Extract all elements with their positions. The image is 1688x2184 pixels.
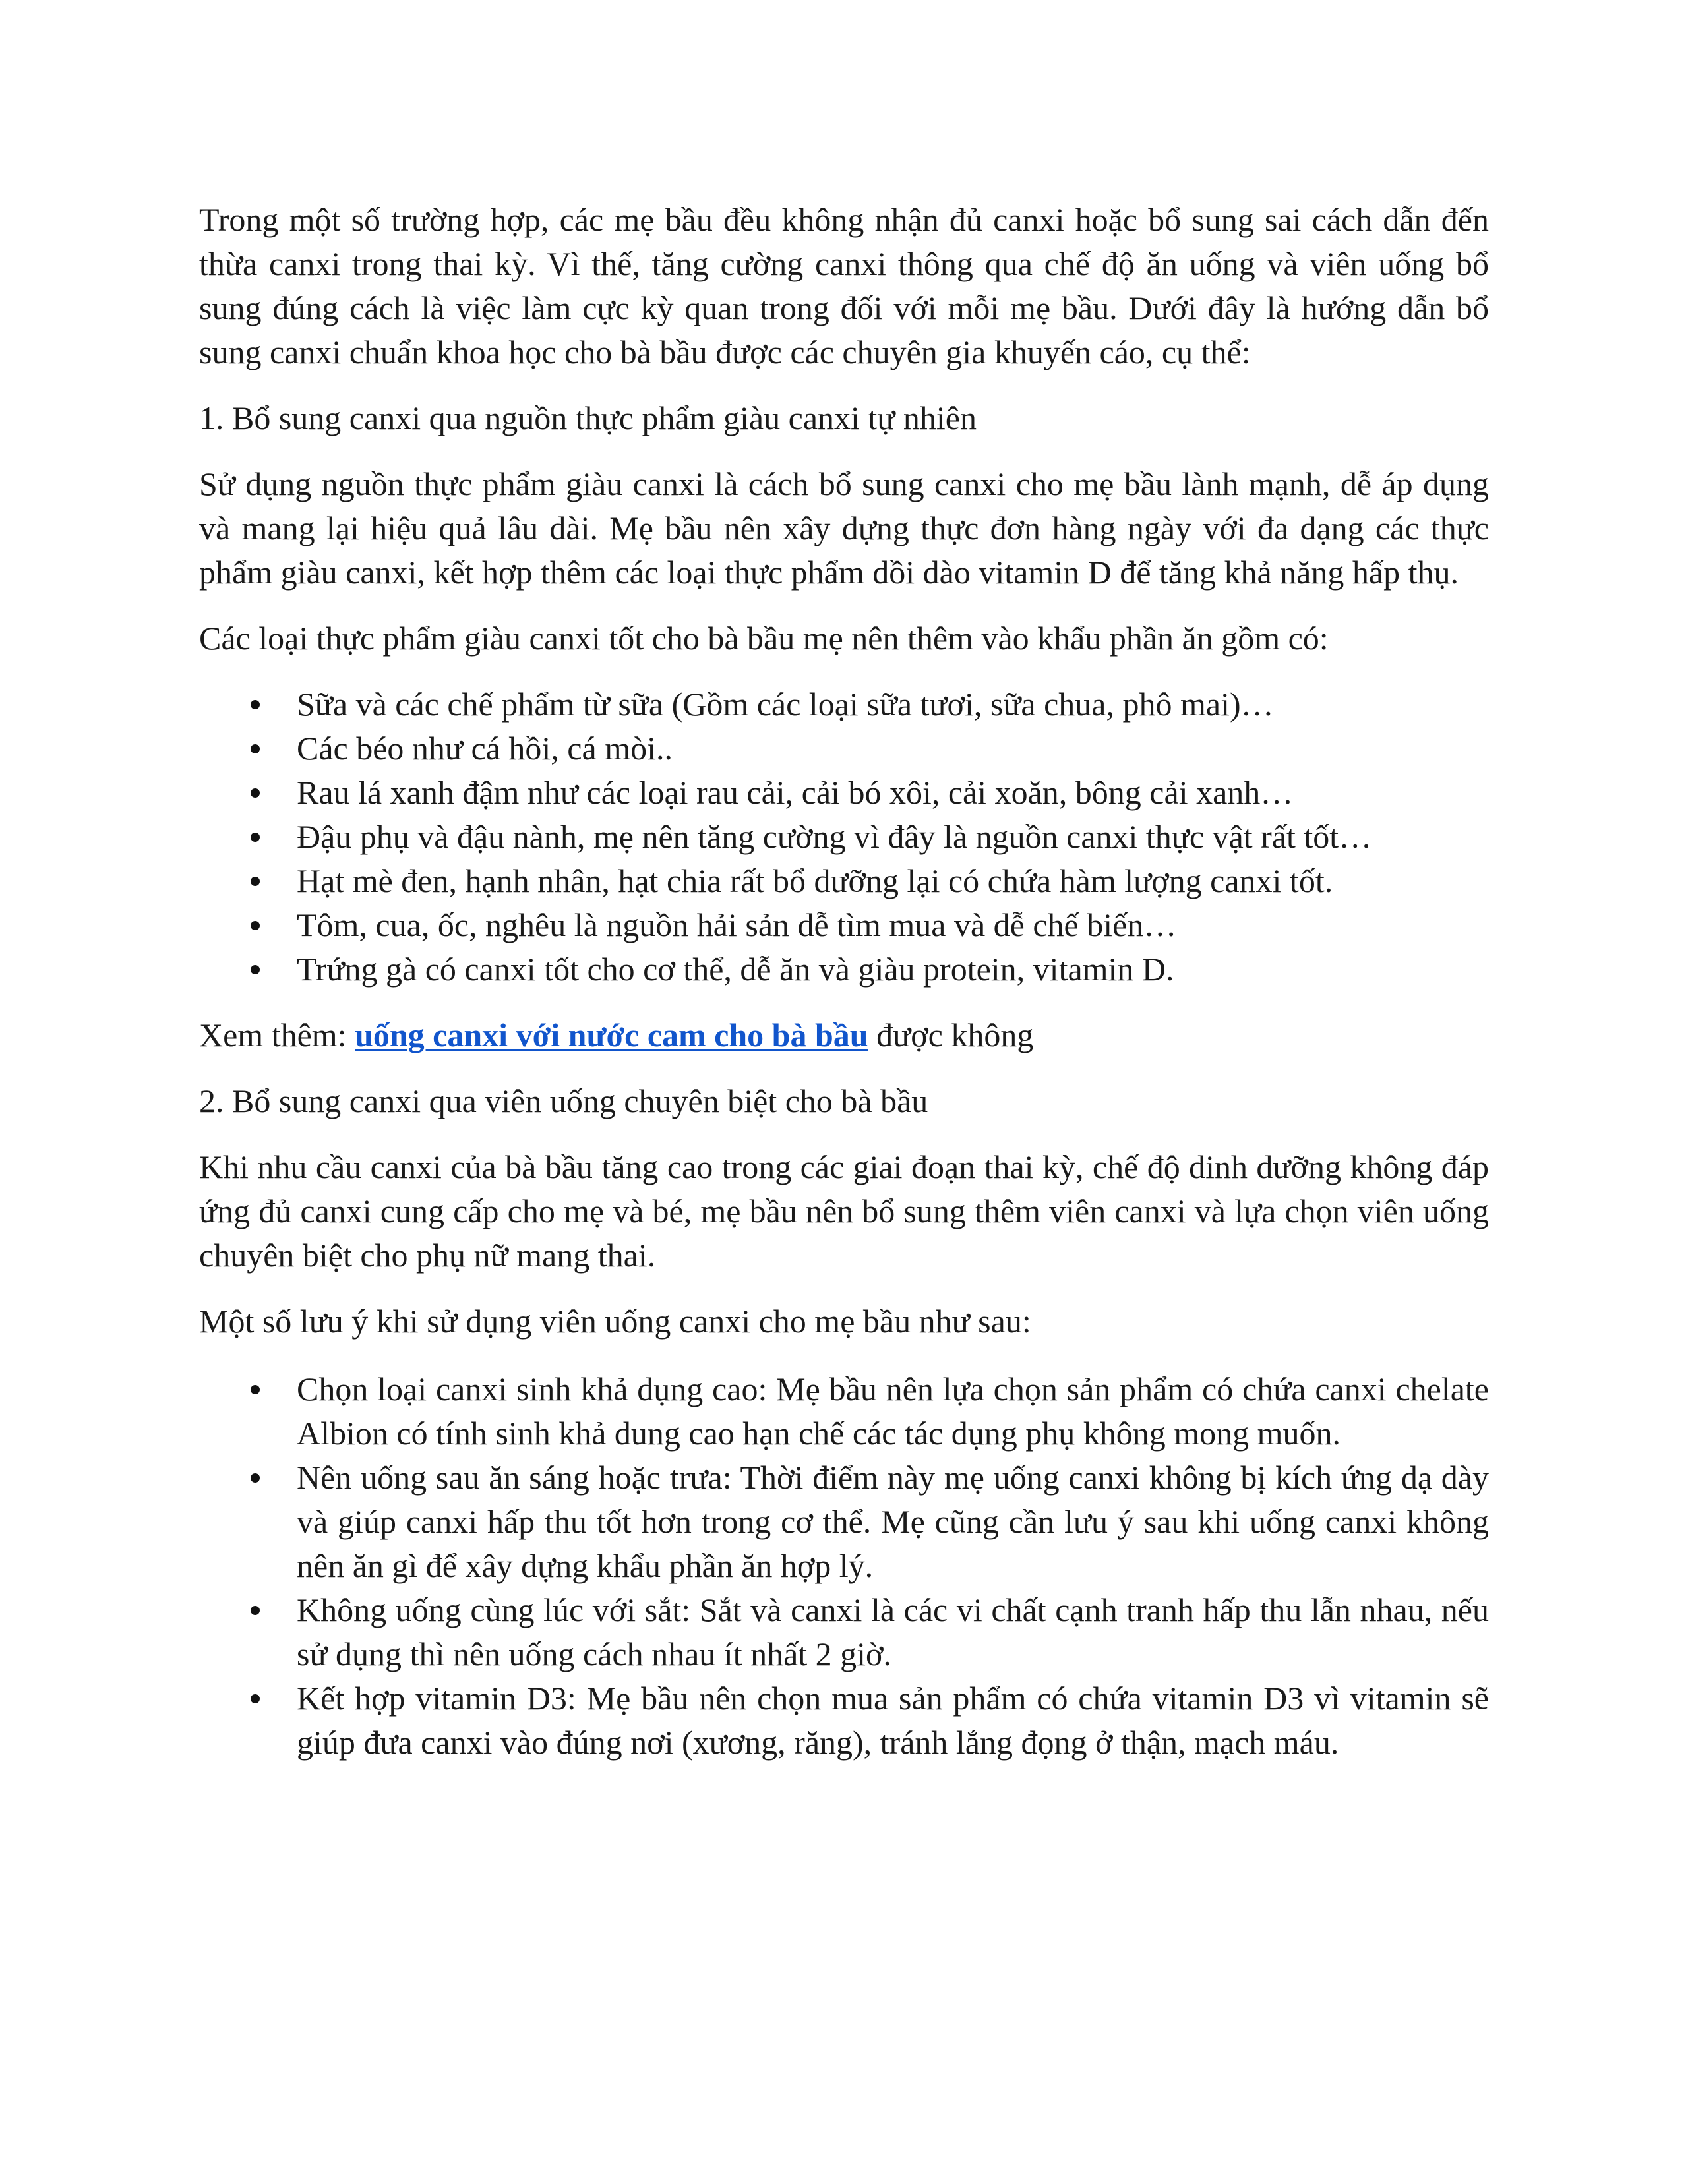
list-item-text: Chọn loại canxi sinh khả dụng cao: Mẹ bầu nên lựa chọn sản phẩm có chứa canxi chelate Albion có tính sinh khả dung cao hạn chế các tác dụng phụ không mong muốn. xyxy=(297,1371,1489,1452)
list-item xyxy=(199,815,1489,859)
bullet-icon xyxy=(251,921,260,930)
list-item xyxy=(199,859,1489,903)
list-item xyxy=(199,1588,1489,1676)
list-item-text: Sữa và các chế phẩm từ sữa (Gồm các loại sữa tươi, sữa chua, phô mai)… xyxy=(297,686,1274,723)
supplement-tips-list xyxy=(199,1367,1489,1765)
see-also-prefix: Xem thêm: xyxy=(199,1017,355,1053)
list-item-text: Trứng gà có canxi tốt cho cơ thể, dễ ăn và giàu protein, vitamin D. xyxy=(297,951,1174,988)
bullet-icon xyxy=(251,744,260,753)
list-item-text: Tôm, cua, ốc, nghêu là nguồn hải sản dễ tìm mua và dễ chế biến… xyxy=(297,906,1177,943)
see-also-line xyxy=(199,1013,1489,1057)
list-item xyxy=(199,1367,1489,1456)
see-also-suffix: được không xyxy=(868,1017,1034,1053)
section-1-list-intro: Các loại thực phẩm giàu canxi tốt cho bà bầu mẹ nên thêm vào khẩu phần ăn gồm có: xyxy=(199,620,1329,657)
section-2-paragraph: Khi nhu cầu canxi của bà bầu tăng cao trong các giai đoạn thai kỳ, chế độ dinh dưỡng không đáp ứng đủ canxi cung cấp cho mẹ và bé, mẹ bầu nên bổ sung thêm viên canxi và lựa chọn viên uống chuyên biệt cho phụ nữ mang thai. xyxy=(199,1148,1489,1274)
list-item xyxy=(199,682,1489,726)
bullet-icon xyxy=(251,788,260,798)
food-list xyxy=(199,682,1489,991)
list-item-text: Rau lá xanh đậm như các loại rau cải, cải bó xôi, cải xoăn, bông cải xanh… xyxy=(297,774,1294,811)
list-item xyxy=(199,1676,1489,1765)
bullet-icon xyxy=(251,1694,260,1703)
bullet-icon xyxy=(251,700,260,709)
list-item xyxy=(199,947,1489,991)
bullet-icon xyxy=(251,1385,260,1394)
intro-paragraph: Trong một số trường hợp, các mẹ bầu đều không nhận đủ canxi hoặc bổ sung sai cách dẫn đến thừa canxi trong thai kỳ. Vì thế, tăng cường canxi thông qua chế độ ăn uống và viên uống bổ sung đúng cách là việc làm cực kỳ quan trong đối với mỗi mẹ bầu. Dưới đây là hướng dẫn bổ sung canxi chuẩn khoa học cho bà bầu được các chuyên gia khuyến cáo, cụ thể: xyxy=(199,201,1489,370)
list-item-text: Các béo như cá hồi, cá mòi.. xyxy=(297,730,673,767)
list-item xyxy=(199,1456,1489,1588)
section-1-heading: 1. Bổ sung canxi qua nguồn thực phẩm giàu canxi tự nhiên xyxy=(199,399,977,436)
list-item-text: Kết hợp vitamin D3: Mẹ bầu nên chọn mua sản phẩm có chứa vitamin D3 vì vitamin sẽ giúp đưa canxi vào đúng nơi (xương, răng), tránh lắng đọng ở thận, mạch máu. xyxy=(297,1680,1489,1761)
document-page xyxy=(199,198,1489,1786)
list-item-text: Hạt mè đen, hạnh nhân, hạt chia rất bổ dưỡng lại có chứa hàm lượng canxi tốt. xyxy=(297,862,1333,899)
section-1-paragraph: Sử dụng nguồn thực phẩm giàu canxi là cách bổ sung canxi cho mẹ bầu lành mạnh, dễ áp dụng và mang lại hiệu quả lâu dài. Mẹ bầu nên xây dựng thực đơn hàng ngày với đa dạng các thực phẩm giàu canxi, kết hợp thêm các loại thực phẩm dồi dào vitamin D để tăng khả năng hấp thụ. xyxy=(199,465,1489,591)
list-item xyxy=(199,771,1489,815)
list-item xyxy=(199,726,1489,771)
list-item-text: Đậu phụ và đậu nành, mẹ nên tăng cường vì đây là nguồn canxi thực vật rất tốt… xyxy=(297,818,1372,855)
bullet-icon xyxy=(251,833,260,842)
list-item-text: Không uống cùng lúc với sắt: Sắt và canxi là các vi chất cạnh tranh hấp thu lẫn nhau, nếu sử dụng thì nên uống cách nhau ít nhất 2 giờ. xyxy=(297,1591,1489,1672)
bullet-icon xyxy=(251,1606,260,1615)
see-also-link[interactable]: uống canxi với nước cam cho bà bầu xyxy=(355,1017,868,1053)
bullet-icon xyxy=(251,1473,260,1483)
bullet-icon xyxy=(251,877,260,886)
section-2-list-intro: Một số lưu ý khi sử dụng viên uống canxi cho mẹ bầu như sau: xyxy=(199,1303,1031,1340)
list-item-text: Nên uống sau ăn sáng hoặc trưa: Thời điểm này mẹ uống canxi không bị kích ứng dạ dày và giúp canxi hấp thu tốt hơn trong cơ thể. Mẹ cũng cần lưu ý sau khi uống canxi không nên ăn gì để xây dựng khẩu phần ăn hợp lý. xyxy=(297,1459,1489,1584)
bullet-icon xyxy=(251,965,260,974)
section-2-heading: 2. Bổ sung canxi qua viên uống chuyên biệt cho bà bầu xyxy=(199,1082,928,1119)
list-item xyxy=(199,903,1489,947)
